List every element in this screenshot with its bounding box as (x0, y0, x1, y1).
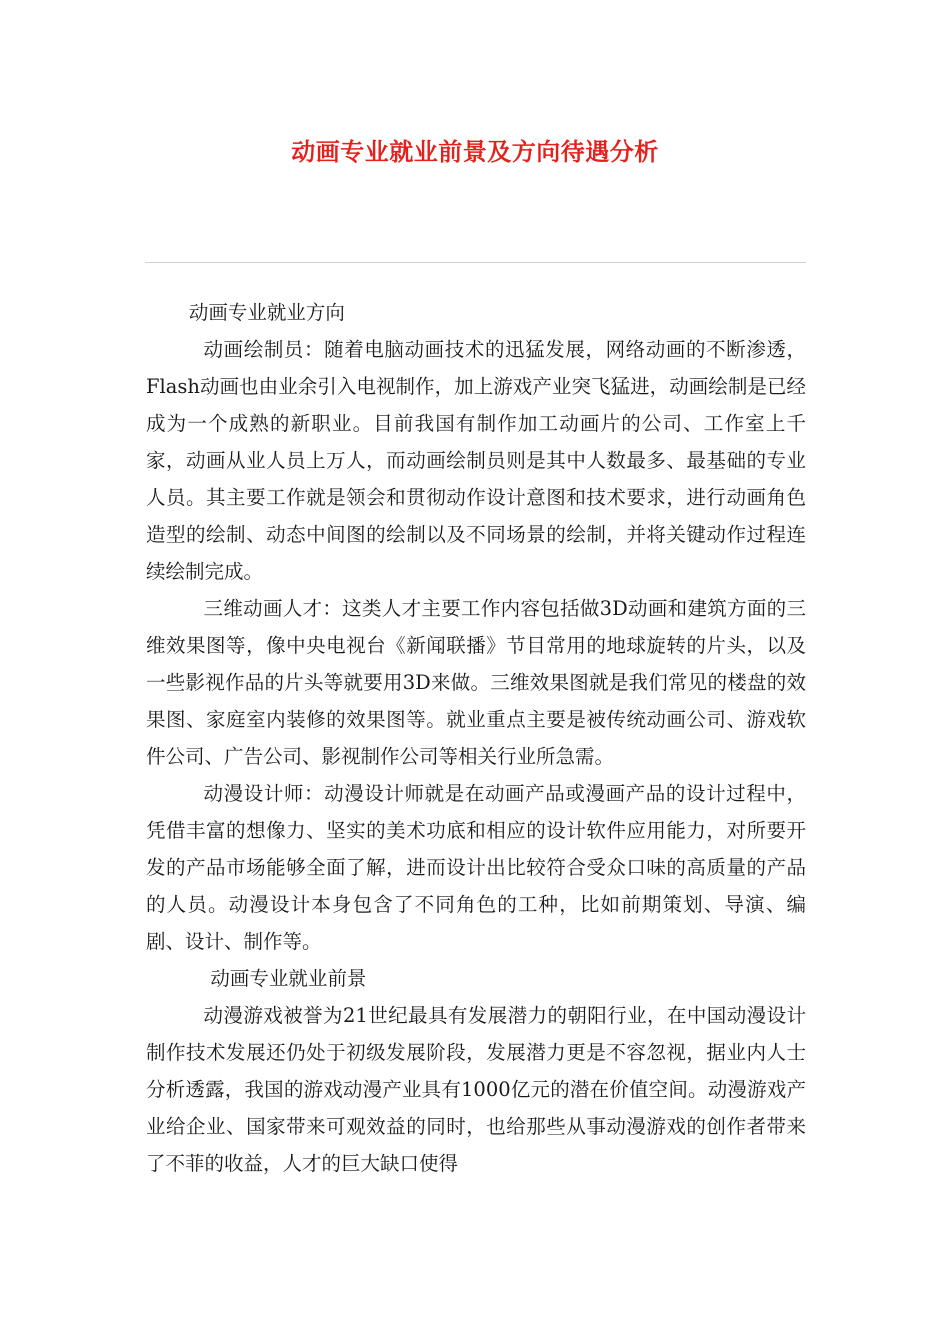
paragraph-industry-prospects: 动漫游戏被誉为21世纪最具有发展潜力的朝阳行业，在中国动漫设计制作技术发展还仍处于初级发展阶段，发展潜力更是不容忽视，据业内人士分析透露，我国的游戏动漫产业具有1000亿元的潜在价值空间。动漫游戏产业给企业、国家带来可观效益的同时，也给那些从事动漫游戏的创作者带来了不菲的收益，人才的巨大缺口使得 (146, 1004, 806, 1175)
section-heading-career-prospects: 动画专业就业前景 (210, 967, 367, 990)
paragraph-3d-animation-talent: 三维动画人才：这类人才主要工作内容包括做3D动画和建筑方面的三维效果图等，像中央电视台《新闻联播》节目常用的地球旋转的片头，以及一些影视作品的片头等就要用3D来做。三维效果图就是我们常见的楼盘的效果图、家庭室内装修的效果图等。就业重点主要是被传统动画公司、游戏软件公司、广告公司、影视制作公司等相关行业所急需。 (146, 597, 806, 768)
document-body (146, 294, 806, 1182)
document-title: 动画专业就业前景及方向待遇分析 (291, 138, 659, 166)
paragraph-animation-drawer: 动画绘制员：随着电脑动画技术的迅猛发展，网络动画的不断渗透，Flash动画也由业余引入电视制作，加上游戏产业突飞猛进，动画绘制是已经成为一个成熟的新职业。目前我国有制作加工动画片的公司、工作室上千家，动画从业人员上万人，而动画绘制员则是其中人数最多、最基础的专业人员。其主要工作就是领会和贯彻动作设计意图和技术要求，进行动画角色造型的绘制、动态中间图的绘制以及不同场景的绘制，并将关键动作过程连续绘制完成。 (146, 338, 806, 583)
section-heading-career-directions: 动画专业就业方向 (188, 301, 345, 324)
paragraph-animation-designer: 动漫设计师：动漫设计师就是在动画产品或漫画产品的设计过程中，凭借丰富的想像力、坚实的美术功底和相应的设计软件应用能力，对所要开发的产品市场能够全面了解，进而设计出比较符合受众口味的高质量的产品的人员。动漫设计本身包含了不同角色的工种，比如前期策划、导演、编剧、设计、制作等。 (146, 782, 806, 953)
title-divider (145, 262, 806, 263)
